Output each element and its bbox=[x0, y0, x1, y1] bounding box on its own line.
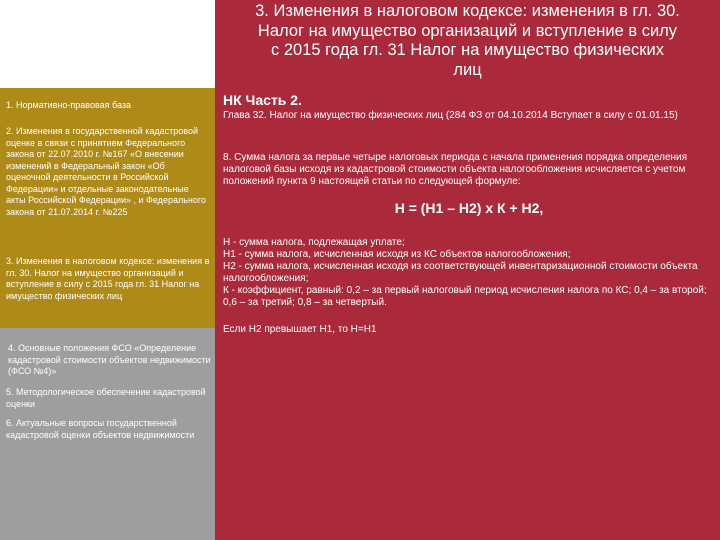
sidebar-item-4[interactable]: 4. Основные положения ФСО «Определение кадастровой стоимости объектов недвижимости (ФСО №4)» bbox=[8, 343, 211, 376]
sidebar-item-2[interactable]: 2. Изменения в государственной кадастровой оценке в связи с принятием Федерального закона от 22.07.2010 г. №167 «О внесении изменений в Федеральный закон «Об оценочной деятельности в Российской Федерации» и отдельные законодательные акты Российской Федерации» , и Федерального закона от 21.07.2014 г. №225 bbox=[6, 126, 206, 217]
title-line-4: лиц bbox=[453, 60, 482, 79]
slide-title bbox=[215, 0, 720, 88]
chapter-text: Глава 32. Налог на имущество физических лиц (284 ФЗ от 04.10.2014 Вступает в силу с 01.01.15) bbox=[223, 110, 678, 121]
content-heading: НК Часть 2. bbox=[223, 92, 302, 108]
paragraph-8: 8. Сумма налога за первые четыре налоговых периода с начала применения порядка определения налоговой базы исходя из кадастровой стоимости объекта налогообложения исчисляется с учетом положений пункта 9 настоящей статьи по следующей формуле: bbox=[223, 152, 688, 187]
definitions bbox=[223, 237, 715, 309]
title-line-2: Налог на имущество организаций и вступление в силу bbox=[257, 21, 678, 40]
title-line-3: с 2015 года гл. 31 Налог на имущество физических bbox=[271, 41, 664, 59]
sidebar-item-6[interactable]: 6. Актуальные вопросы государственной кадастровой оценки объектов недвижимости bbox=[6, 418, 195, 440]
sidebar-item-1[interactable]: 1. Нормативно-правовая база bbox=[6, 100, 132, 110]
definition-h: Н - сумма налога, подлежащая уплате; bbox=[223, 237, 405, 248]
title-line-1: 3. Изменения в налоговом кодексе: изменения в гл. 30. bbox=[255, 2, 680, 20]
definition-h2: Н2 - сумма налога, исчисленная исходя из соответствующей инвентаризационной стоимости объекта налогообложения; bbox=[223, 261, 698, 284]
definition-k: К - коэффициент, равный: 0,2 – за первый налоговый период исчисления налога по КС; 0,4 – за второй; 0,6 – за третий; 0,8 – за четвертый. bbox=[223, 285, 707, 308]
definition-h1: Н1 - сумма налога, исчисленная исходя из КС объектов налогообложения; bbox=[223, 249, 571, 260]
tax-formula: Н = (Н1 – Н2) х К + Н2, bbox=[394, 200, 544, 216]
sidebar-item-3[interactable]: 3. Изменения в налоговом кодексе: изменения в гл. 30. Налог на имущество организаций и вступление в силу с 2015 года гл. 31 Налог на имущество физических лиц bbox=[6, 256, 210, 301]
condition-text: Если Н2 превышает Н1, то Н=Н1 bbox=[223, 324, 377, 335]
sidebar-item-5[interactable]: 5. Методологическое обеспечение кадастровой оценки bbox=[6, 387, 206, 409]
